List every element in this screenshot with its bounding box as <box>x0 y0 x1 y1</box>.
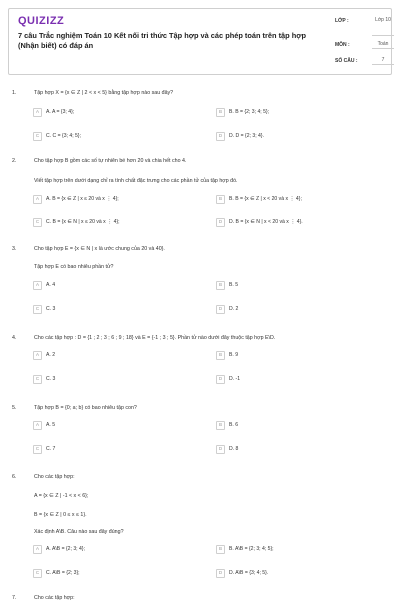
option-text: B. A\B = {2; 3; 4; 5}; <box>229 546 274 552</box>
option-text: A. 5 <box>46 422 56 428</box>
option-text: A. B = {x ∈ Z | x ≤ 20 và x ⋮ 4}; <box>46 196 119 202</box>
question-text: Tập hợp B = {0; a; b} có bao nhiêu tập con? <box>34 405 137 411</box>
option-letter-badge: A <box>33 195 42 204</box>
question-text: Tập hợp X = {x ∈ Z | 2 < x < 5} bằng tập hợp nào sau đây? <box>34 90 174 96</box>
option-letter-badge: B <box>216 195 225 204</box>
answer-option-a[interactable] <box>33 420 55 430</box>
question-number: 4. <box>12 335 17 341</box>
option-text: D. B = {x ∈ N | x < 20 và x ⋮ 4}. <box>229 219 303 225</box>
answer-option-b[interactable] <box>216 350 238 360</box>
question-number: 7. <box>12 595 17 600</box>
option-letter-badge: B <box>216 108 225 117</box>
option-text: D. A\B = {3; 4; 5}. <box>229 570 269 576</box>
answer-option-a[interactable] <box>33 107 74 117</box>
question-number: 6. <box>12 474 17 480</box>
option-letter-badge: D <box>216 132 225 141</box>
answer-option-a[interactable] <box>33 280 55 290</box>
option-text: A. 2 <box>46 352 56 358</box>
answer-option-b[interactable] <box>216 544 274 554</box>
worksheet-title: 7 câu Trắc nghiệm Toán 10 Kết nối tri thức Tập hợp và các phép toán trên tập hợp (Nhận biết) có đáp án <box>18 31 306 50</box>
option-letter-badge: B <box>216 545 225 554</box>
question-number: 2. <box>12 158 17 164</box>
option-text: A. 4 <box>46 282 56 288</box>
option-text: B. B = {2; 3; 4; 5}; <box>229 109 270 115</box>
answer-option-c[interactable] <box>33 131 81 141</box>
class-value <box>372 16 394 24</box>
option-letter-badge: C <box>33 445 42 454</box>
answer-option-c[interactable] <box>33 304 55 314</box>
option-letter-badge: D <box>216 218 225 227</box>
option-letter-badge: C <box>33 218 42 227</box>
option-text: C. 7 <box>46 446 56 452</box>
subject-label: MÔN : <box>335 42 350 48</box>
question-text: A = {x ∈ Z | -1 < x < 6}; <box>34 493 89 499</box>
option-letter-badge: D <box>216 305 225 314</box>
answer-option-d[interactable] <box>216 217 303 227</box>
quizizz-logo: QUIZIZZ <box>18 15 65 27</box>
option-text: C. A\B = {2; 3}; <box>46 570 80 576</box>
answer-option-b[interactable] <box>216 107 269 117</box>
subject-value: Toán <box>372 40 394 49</box>
option-text: C. 3 <box>46 306 56 312</box>
answer-option-c[interactable] <box>33 568 80 578</box>
answer-option-c[interactable] <box>33 444 55 454</box>
option-letter-badge: D <box>216 569 225 578</box>
answer-option-a[interactable] <box>33 350 55 360</box>
question-text: Viết tập hợp trên dưới dạng chỉ ra tính chất đặc trưng cho các phần tử của tập hợp đó. <box>34 178 238 184</box>
option-letter-badge: B <box>216 421 225 430</box>
question-count-label: SỐ CÂU : <box>335 58 358 64</box>
option-letter-badge: A <box>33 281 42 290</box>
class-underline <box>372 35 394 36</box>
worksheet-header <box>8 8 392 75</box>
option-text: C. C = {3; 4; 5}; <box>46 133 81 139</box>
question-text: Cho tập hợp B gồm các số tự nhiên bé hơn 20 và chia hết cho 4. <box>34 158 187 164</box>
option-text: B. 5 <box>229 282 239 288</box>
option-text: B. 9 <box>229 352 239 358</box>
option-letter-badge: D <box>216 445 225 454</box>
option-letter-badge: A <box>33 351 42 360</box>
option-text: C. 3 <box>46 376 56 382</box>
option-letter-badge: C <box>33 305 42 314</box>
option-letter-badge: D <box>216 375 225 384</box>
option-text: D. 2 <box>229 306 239 312</box>
option-text: D. 8 <box>229 446 239 452</box>
question-text: B = {x ∈ Z | 0 ≤ x ≤ 1}. <box>34 512 87 518</box>
option-letter-badge: A <box>33 421 42 430</box>
answer-option-a[interactable] <box>33 194 119 204</box>
answer-option-d[interactable] <box>216 374 240 384</box>
question-text: Cho tập hợp E = {x ∈ N | x là ước chung của 20 và 40}. <box>34 246 165 252</box>
option-text: A. A\B = {2; 3; 4}; <box>46 546 85 552</box>
question-text: Cho các tập hợp: <box>34 474 75 480</box>
option-text: B. 6 <box>229 422 239 428</box>
option-text: D. D = {2; 3; 4}. <box>229 133 264 139</box>
option-letter-badge: C <box>33 132 42 141</box>
question-number: 3. <box>12 246 17 252</box>
option-text: C. B = {x ∈ N | x ≤ 20 và x ⋮ 4}; <box>46 219 120 225</box>
option-letter-badge: A <box>33 108 42 117</box>
answer-option-c[interactable] <box>33 374 55 384</box>
question-number: 1. <box>12 90 17 96</box>
question-text: Cho các tập hợp: <box>34 595 75 600</box>
answer-option-b[interactable] <box>216 194 302 204</box>
answer-option-b[interactable] <box>216 280 238 290</box>
answer-option-d[interactable] <box>216 568 268 578</box>
answer-option-d[interactable] <box>216 444 238 454</box>
option-letter-badge: A <box>33 545 42 554</box>
question-text: Tập hợp E có bao nhiêu phần tử? <box>34 264 114 270</box>
class-value-text: Lớp 10 <box>375 17 391 23</box>
question-text: Cho các tập hợp : D = {1 ; 2 ; 3 ; 6 ; 9 ; 18} và E = {-1 ; 3 ; 5}. Phần tử nào dưới đây thuộc tập hợp E\D. <box>34 335 276 341</box>
question-text: Xác định A\B. Câu nào sau đây đúng? <box>34 529 124 535</box>
option-text: A. A = {3; 4}; <box>46 109 75 115</box>
answer-option-c[interactable] <box>33 217 120 227</box>
answer-option-d[interactable] <box>216 131 264 141</box>
option-text: D. -1 <box>229 376 241 382</box>
class-label: LỚP : <box>335 18 349 24</box>
option-letter-badge: B <box>216 351 225 360</box>
question-count-value: 7 <box>372 56 394 65</box>
option-letter-badge: B <box>216 281 225 290</box>
option-letter-badge: C <box>33 569 42 578</box>
answer-option-a[interactable] <box>33 544 85 554</box>
answer-option-b[interactable] <box>216 420 238 430</box>
option-text: B. B = {x ∈ Z | x < 20 và x ⋮ 4}; <box>229 196 302 202</box>
answer-option-d[interactable] <box>216 304 238 314</box>
question-number: 5. <box>12 405 17 411</box>
option-letter-badge: C <box>33 375 42 384</box>
